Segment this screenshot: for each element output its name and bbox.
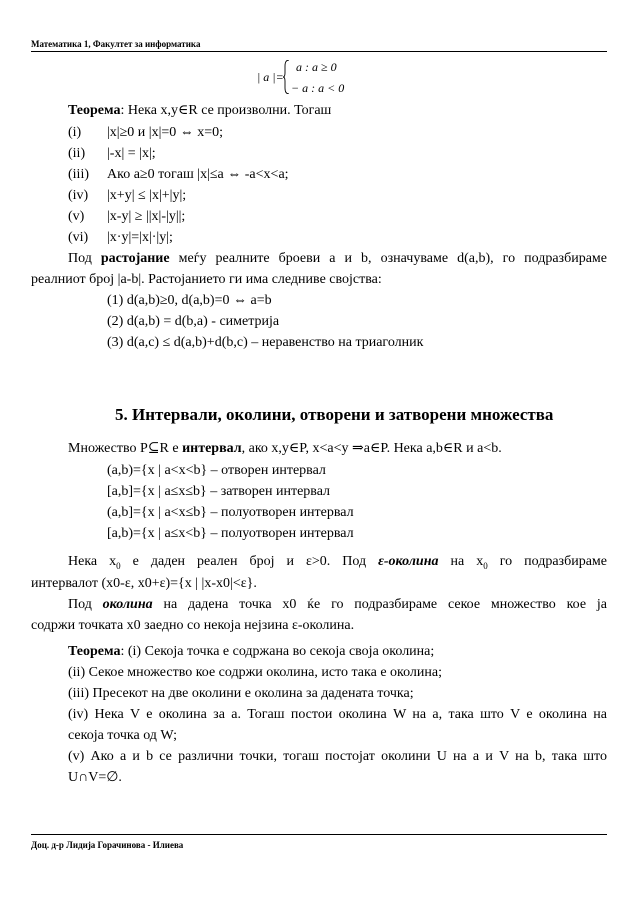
theorem1-intro-text: : Нека x,y∈R се произволни. Тогаш <box>120 103 332 118</box>
okolina-line-2: содржи точката x0 заедно со некоја нејзина ε-околина. <box>31 618 355 633</box>
theorem1-item-text: |x·y|=|x|·|y|; <box>107 230 173 245</box>
okolina-pre: Под <box>68 597 103 612</box>
theorem1-item-text: Ако a≥0 тогаш |x|≤a ⇔ -a<x<a; <box>107 167 289 182</box>
theorem1-item-num: (iii) <box>68 167 89 182</box>
formula-brace <box>283 60 289 94</box>
okolina-line1-rest: на дадена точка x0 ќе го подразбираме секое множество кое ја <box>152 597 607 612</box>
distance-line1-rest: меѓу реалните броеви a и b, означуваме d(a,b), го подразбираме <box>169 251 607 266</box>
theorem1-item-num: (i) <box>68 125 82 140</box>
theorem2-line: секоја точка од W; <box>68 728 178 743</box>
theorem2-line <box>68 643 434 660</box>
okolina-term: околина <box>102 597 153 612</box>
distance-property: (1) d(a,b)≥0, d(a,b)=0 ⇔ a=b <box>107 293 272 308</box>
theorem2-line: (iii) Пресекот на две околини е околина за дадената точка; <box>68 686 414 701</box>
header-rule <box>31 51 607 52</box>
okolina-line-1 <box>68 596 607 613</box>
eps-p1: Нека x <box>68 554 117 569</box>
formula-lhs: | a |= <box>257 70 284 84</box>
distance-line-2: реалниот број |a-b|. Растојанието ги има следниве својства: <box>31 272 382 287</box>
theorem1-item-num: (vi) <box>68 230 89 245</box>
theorem1-item-num: (v) <box>68 209 85 224</box>
distance-line-1 <box>68 250 607 267</box>
eps-sub: 0 <box>116 560 121 571</box>
theorem1-item-text: |x+y| ≤ |x|+|y|; <box>107 188 187 203</box>
interval-rest: , ако x,y∈P, x<a<y ⇒a∈P. Нека a,b∈R и a<b. <box>241 441 502 456</box>
eps-sub: 0 <box>483 560 488 571</box>
theorem1-item-text: |x|≥0 и |x|=0 ⇔ x=0; <box>107 125 224 140</box>
distance-pre: Под <box>68 251 101 266</box>
theorem2-line: (iv) Нека V е околина за a. Тогаш постои околина W на a, така што V е околина на <box>68 707 607 722</box>
theorem2-line: (ii) Секое множество кое содржи околина, исто така е околина; <box>68 665 443 680</box>
eps-line-1 <box>68 553 607 575</box>
interval-pre: Множество P⊆R е <box>68 441 183 456</box>
theorem2-line-text: : (i) Секоја точка е содржана во секоја своја околина; <box>120 644 435 659</box>
distance-property: (2) d(a,b) = d(b,a) - симетрија <box>107 314 280 329</box>
running-footer: Доц. д-р Лидија Горачинова - Илиева <box>31 840 184 850</box>
theorem1-intro <box>68 102 331 119</box>
theorem1-heading: Теорема <box>68 103 121 118</box>
theorem1-item-text: |x-y| ≥ ||x|-|y||; <box>107 209 186 224</box>
interval-type: (a,b]={x | a<x≤b} – полуотворен интервал <box>107 505 354 520</box>
interval-type: [a,b)={x | a≤x<b} – полуотворен интервал <box>107 526 354 541</box>
distance-property: (3) d(a,c) ≤ d(a,b)+d(b,c) – неравенство на триаголник <box>107 335 424 350</box>
eps-term: ε-околина <box>378 554 439 569</box>
theorem2-heading: Теорема <box>68 644 121 659</box>
interval-term: интервал <box>182 441 242 456</box>
eps-p4: го подразбираме <box>487 554 607 569</box>
interval-definition <box>68 440 502 457</box>
eps-line-2: интервалот (x0-ε, x0+ε)={x | |x-x0|<ε}. <box>31 576 257 591</box>
theorem1-item-text: |-x| = |x|; <box>107 146 156 161</box>
theorem1-item-num: (ii) <box>68 146 86 161</box>
theorem1-item-num: (iv) <box>68 188 89 203</box>
theorem2-line: U∩V=∅. <box>68 770 122 785</box>
footer-rule <box>31 834 607 835</box>
running-header: Математика 1, Факултет за информатика <box>31 39 201 49</box>
eps-p3: на x <box>438 554 484 569</box>
theorem2-line: (v) Ако a и b се различни точки, тогаш постојат околини U на a и V на b, така што <box>68 749 607 764</box>
formula-case-2: − a : a < 0 <box>291 81 345 95</box>
interval-type: [a,b]={x | a≤x≤b} – затворен интервал <box>107 484 331 499</box>
formula-case-1: a : a ≥ 0 <box>296 60 337 74</box>
distance-term: растојание <box>100 251 170 266</box>
interval-type: (a,b)={x | a<x<b} – отворен интервал <box>107 463 326 478</box>
eps-p2: е даден реален број и ε>0. Под <box>120 554 379 569</box>
section-5-title: 5. Интервали, околини, отворени и затворени множества <box>115 405 554 424</box>
